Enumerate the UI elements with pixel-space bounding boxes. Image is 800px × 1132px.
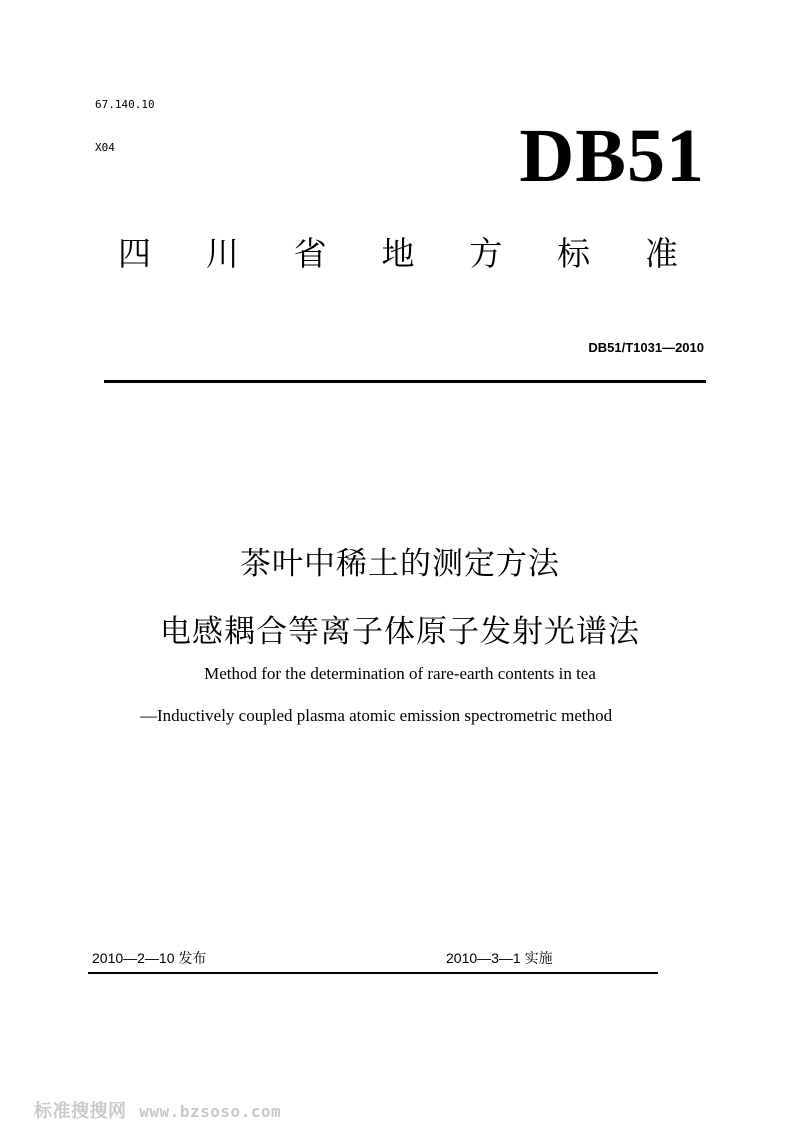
title-english-line1: Method for the determination of rare-earth contents in tea [204,664,596,683]
title-english-line2: —Inductively coupled plasma atomic emission spectrometric method [140,706,613,725]
header-divider [104,380,706,383]
standard-type-char: 四 [118,234,151,273]
standard-logo: DB51 [519,114,705,198]
watermark-site-name: 标准搜搜网 [34,1101,127,1122]
footer-divider [88,972,658,974]
standard-number: DB51/T1031—2010 [588,340,704,355]
standard-type-char: 省 [293,234,327,273]
standard-type-char: 准 [644,234,678,273]
ics-code: 67.140.10 [95,98,155,111]
publish-date: 2010—2—10 发布 [92,950,207,966]
implement-date: 2010—3—1 实施 [446,950,553,966]
ccs-code: X04 [95,141,115,154]
standard-type-char: 方 [469,234,503,273]
title-chinese-line1: 茶叶中稀土的测定方法 [240,546,560,582]
standard-type-title [118,228,678,275]
title-chinese-line2: 电感耦合等离子体原子发射光谱法 [160,614,640,650]
standard-type-char: 川 [205,234,239,273]
watermark-url: www.bzsoso.com [139,1102,282,1121]
standard-type-char: 标 [557,234,591,273]
watermark [34,1097,281,1123]
standard-type-char: 地 [381,234,415,273]
